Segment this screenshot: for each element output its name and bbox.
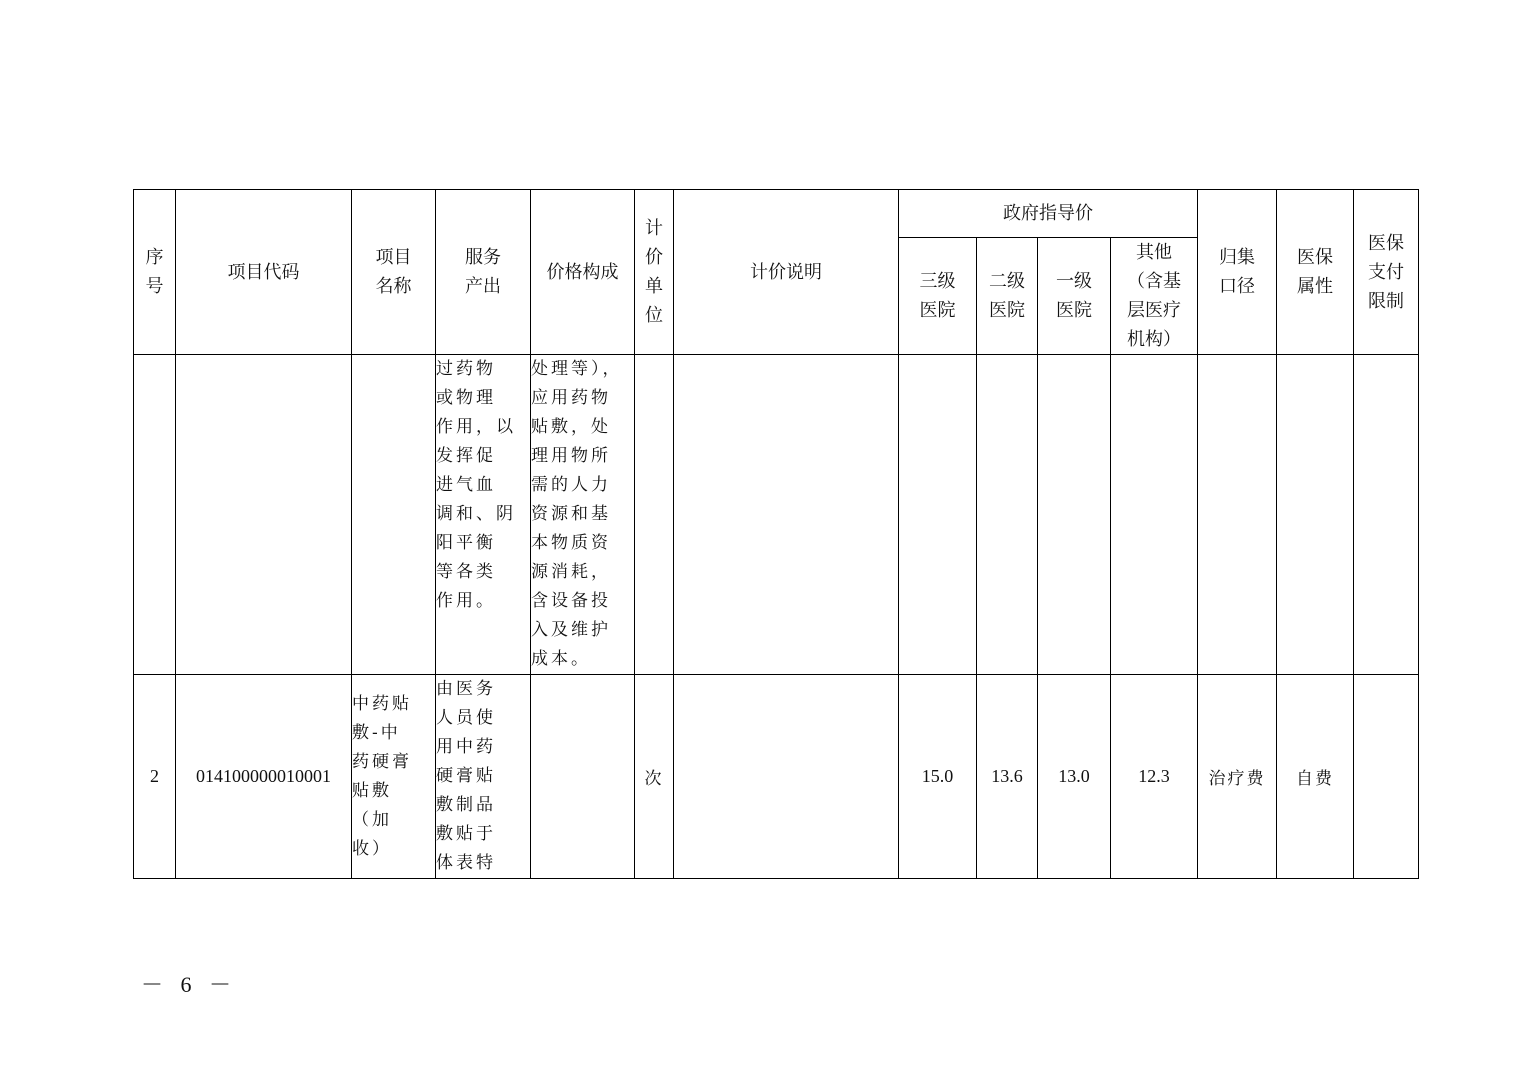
- cell-line: 中药贴: [352, 693, 412, 714]
- cell-level1: 13.0: [1038, 675, 1111, 879]
- cell-name: [352, 355, 436, 675]
- cell-unit: [635, 355, 674, 675]
- cell-category: 治疗费: [1198, 675, 1277, 879]
- cell-line: （加: [352, 809, 392, 830]
- cell-line: 作用，以: [436, 417, 516, 437]
- cell-code: 014100000010001: [176, 675, 352, 879]
- cell-line: 调和、阴: [436, 504, 516, 524]
- cell-line: 敷-中: [352, 722, 401, 743]
- cell-line: 二级: [989, 271, 1025, 292]
- cell-insurance-limit: [1354, 675, 1419, 879]
- cell-code: [176, 355, 352, 675]
- cell-seq: [134, 355, 176, 675]
- header-code: 项目代码: [176, 190, 352, 355]
- cell-line: 等各类: [436, 562, 496, 582]
- header-level2: [977, 238, 1038, 355]
- header-level1: [1038, 238, 1111, 355]
- cell-line: 医院: [989, 300, 1025, 321]
- cell-line: 阳平衡: [436, 533, 496, 553]
- cell-line: 源消耗，: [531, 562, 611, 582]
- cell-line: 贴敷，处: [531, 417, 611, 437]
- cell-line: 其他: [1136, 242, 1172, 263]
- cell-level3: 15.0: [899, 675, 977, 879]
- cell-line: 归集: [1219, 247, 1255, 268]
- cell-level2: 13.6: [977, 675, 1038, 879]
- cell-line: 人员使: [436, 708, 496, 728]
- cell-line: 敷制品: [436, 795, 496, 815]
- cell-other: [1111, 355, 1198, 675]
- cell-service: [436, 355, 531, 675]
- cell-line: 医保: [1297, 247, 1333, 268]
- cell-line: 收）: [352, 838, 392, 859]
- header-unit: [635, 190, 674, 355]
- cell-line: 过药物: [436, 359, 496, 379]
- cell-line: 理用物所: [531, 446, 611, 466]
- cell-line: 支付: [1368, 261, 1404, 283]
- header-pricing-note: 计价说明: [674, 190, 899, 355]
- cell-line: 服务: [465, 247, 501, 268]
- cell-line: 或物理: [436, 388, 496, 408]
- cell-line: 需的人力: [531, 475, 611, 495]
- cell-line: 单: [645, 276, 663, 297]
- cell-line: （含基: [1127, 271, 1181, 292]
- cell-line: 项目: [375, 247, 412, 268]
- cell-line: 应用药物: [531, 388, 611, 408]
- cell-line: 限制: [1368, 290, 1404, 312]
- header-name: [352, 190, 436, 355]
- cell-line: 计: [645, 218, 663, 239]
- cell-line: 层医疗: [1127, 300, 1181, 321]
- cell-line: 体表特: [436, 853, 496, 873]
- cell-line: 口径: [1219, 276, 1255, 297]
- cell-line: 用中药: [436, 737, 496, 757]
- cell-line: 机构）: [1127, 329, 1181, 350]
- cell-seq: 2: [134, 675, 176, 879]
- cell-level1: [1038, 355, 1111, 675]
- header-level3: [899, 238, 977, 355]
- header-other: [1111, 238, 1198, 355]
- table-row: [134, 355, 1419, 675]
- cell-line: 敷贴于: [436, 824, 496, 844]
- cell-other: 12.3: [1111, 675, 1198, 879]
- cell-level2: [977, 355, 1038, 675]
- cell-name: [352, 675, 436, 879]
- cell-pricing-note: [674, 355, 899, 675]
- table-row: [134, 675, 1419, 879]
- cell-level3: [899, 355, 977, 675]
- cell-line: 资源和基: [531, 504, 611, 524]
- cell-line: 三级: [919, 271, 956, 292]
- cell-line: 医院: [919, 300, 956, 321]
- header-insurance-attr: [1277, 190, 1354, 355]
- cell-pricing-note: [674, 675, 899, 879]
- cell-line: 一级: [1056, 271, 1092, 292]
- header-service: [436, 190, 531, 355]
- cell-line: 作用。: [436, 591, 496, 611]
- header-composition: 价格构成: [531, 190, 635, 355]
- price-table: [133, 189, 1419, 879]
- cell-line: 进气血: [436, 475, 496, 495]
- cell-line: 药硬膏: [352, 751, 412, 772]
- cell-service: [436, 675, 531, 879]
- header-category: [1198, 190, 1277, 355]
- cell-line: 处理等），: [531, 359, 623, 379]
- cell-category: [1198, 355, 1277, 675]
- cell-composition: [531, 675, 635, 879]
- cell-line: 号: [145, 276, 164, 297]
- cell-insurance-limit: [1354, 355, 1419, 675]
- cell-line: 成本。: [531, 649, 591, 669]
- cell-line: 贴敷: [352, 780, 392, 801]
- cell-line: 发挥促: [436, 446, 496, 466]
- cell-line: 位: [645, 305, 663, 326]
- cell-line: 本物质资: [531, 533, 611, 553]
- page-number: － 6 －: [141, 972, 238, 997]
- cell-unit: 次: [635, 675, 674, 879]
- cell-line: 属性: [1297, 276, 1333, 297]
- header-gov-price: 政府指导价: [899, 190, 1198, 238]
- cell-composition: [531, 355, 635, 675]
- header-insurance-limit: [1354, 190, 1419, 355]
- cell-insurance-attr: [1277, 355, 1354, 675]
- cell-line: 硬膏贴: [436, 766, 496, 786]
- cell-line: 序: [145, 247, 164, 268]
- cell-line: 含设备投: [531, 591, 611, 611]
- cell-line: 产出: [465, 276, 501, 297]
- header-seq: [134, 190, 176, 355]
- cell-line: 医院: [1056, 300, 1092, 321]
- cell-line: 价: [645, 247, 663, 268]
- cell-line: 入及维护: [531, 620, 611, 640]
- cell-line: 医保: [1368, 232, 1404, 254]
- cell-line: 由医务: [436, 679, 496, 699]
- cell-insurance-attr: 自费: [1277, 675, 1354, 879]
- cell-line: 名称: [375, 276, 412, 297]
